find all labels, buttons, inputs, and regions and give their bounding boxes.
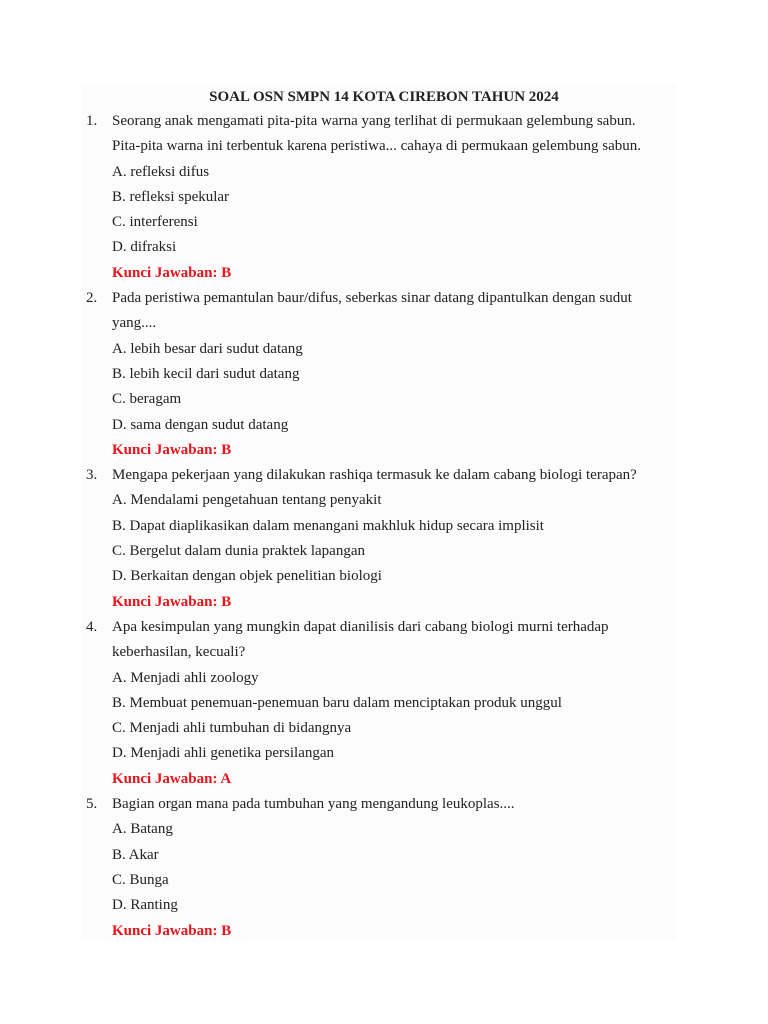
question-text-line [86,617,676,642]
answer-option: A. Mendalami pengetahuan tentang penyakit [112,492,382,509]
question-item [86,465,676,617]
answer-option: B. Akar [112,846,159,863]
question-number: 1. [86,113,98,129]
answer-key: Kunci Jawaban: A [112,770,232,787]
question-text: Mengapa pekerjaan yang dilakukan rashiqa termasuk ke dalam cabang biologi terapan? [112,467,637,484]
question-text: Pada peristiwa pemantulan baur/difus, seberkas sinar datang dipantulkan dengan sudut [112,290,632,307]
question-text: keberhasilan, kecuali? [112,644,246,661]
question-text: Bagian organ mana pada tumbuhan yang mengandung leukoplas.... [112,796,515,813]
question-text-line [86,288,676,313]
question-text-line [86,642,676,667]
answer-option: D. Berkaitan dengan objek penelitian biologi [112,568,382,585]
question-list [86,111,676,946]
answer-option: A. lebih besar dari sudut datang [112,340,303,357]
document-title: SOAL OSN SMPN 14 KOTA CIREBON TAHUN 2024 [209,89,559,105]
answer-option: A. refleksi difus [112,163,210,180]
answer-key: Kunci Jawaban: B [112,441,232,458]
answer-option: C. Menjadi ahli tumbuhan di bidangnya [112,720,352,737]
answer-option: B. lebih kecil dari sudut datang [112,365,300,382]
answer-option: C. Bergelut dalam dunia praktek lapangan [112,543,365,560]
answer-option: B. Dapat diaplikasikan dalam menangani makhluk hidup secara implisit [112,517,544,534]
question-item [86,794,676,946]
question-item [86,288,676,465]
question-text: Seorang anak mengamati pita-pita warna yang terlihat di permukaan gelembung sabun. [112,113,636,129]
answer-option: A. Batang [112,821,173,838]
question-number: 2. [86,290,98,307]
question-number: 4. [86,618,98,635]
answer-option: D. Ranting [112,897,178,914]
question-text-line [86,111,676,136]
answer-option: B. Membuat penemuan-penemuan baru dalam menciptakan produk unggul [112,694,562,711]
question-text: Apa kesimpulan yang mungkin dapat dianilisis dari cabang biologi murni terhadap [112,618,609,635]
question-text-line [86,465,676,490]
answer-key: Kunci Jawaban: B [112,593,232,610]
question-item [86,617,676,794]
question-text-line [86,313,676,338]
question-text: Pita-pita warna ini terbentuk karena peristiwa... cahaya di permukaan gelembung sabun. [112,138,641,155]
question-text-line [86,136,676,161]
answer-key: Kunci Jawaban: B [112,922,232,939]
answer-option: C. Bunga [112,871,169,888]
question-item [86,111,676,288]
answer-option: D. difraksi [112,239,177,256]
answer-option: B. refleksi spekular [112,188,230,205]
question-text: yang.... [112,315,157,332]
answer-option: C. beragam [112,391,182,408]
question-number: 5. [86,796,98,813]
answer-key: Kunci Jawaban: B [112,264,232,281]
question-number: 3. [86,467,98,484]
question-text-line [86,794,676,819]
answer-option: D. sama dengan sudut datang [112,416,289,433]
answer-option: C. interferensi [112,214,198,231]
answer-option: D. Menjadi ahli genetika persilangan [112,745,335,762]
answer-option: A. Menjadi ahli zoology [112,669,259,686]
